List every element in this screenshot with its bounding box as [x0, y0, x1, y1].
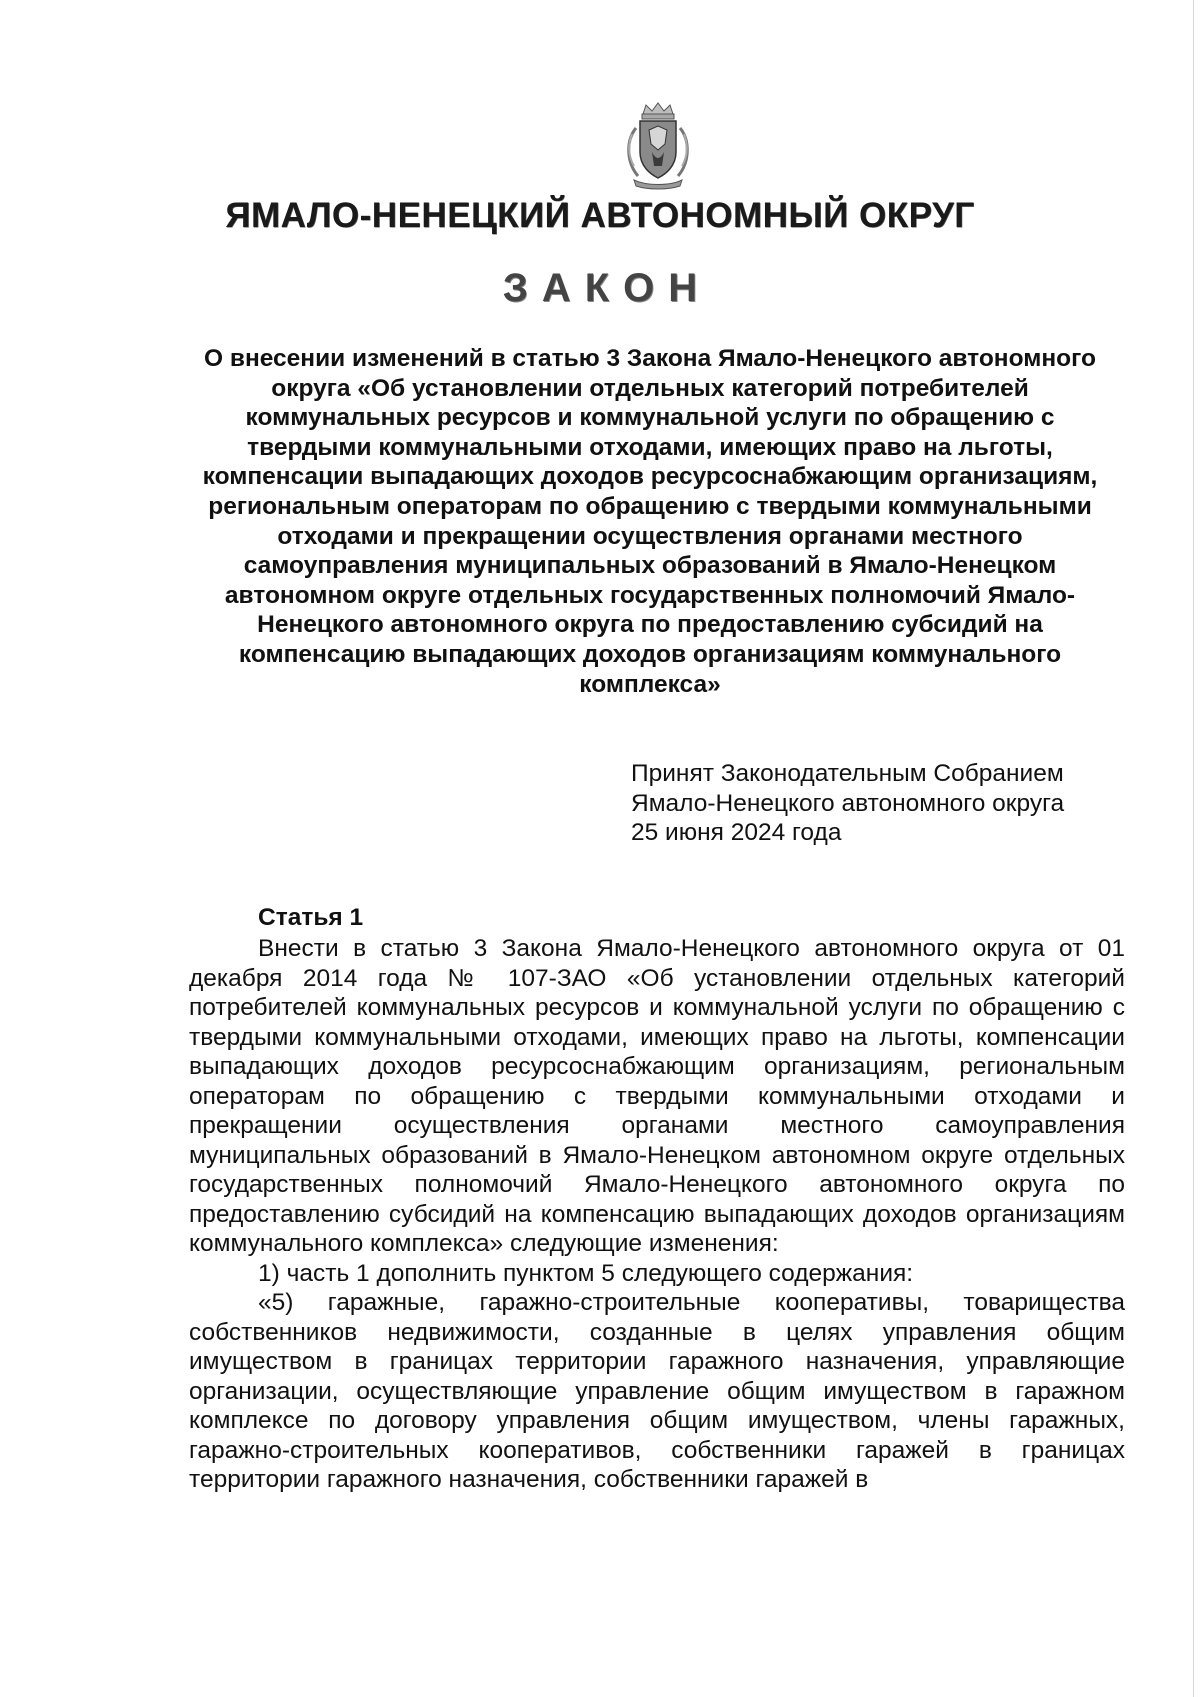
region-title: ЯМАЛО-НЕНЕЦКИЙ АВТОНОМНЫЙ ОКРУГ [225, 196, 975, 235]
article-body [189, 934, 1125, 1495]
page-edge [1193, 0, 1194, 1697]
adoption-line: Ямало-Ненецкого автономного округа [631, 789, 1065, 817]
article-paragraph: 1) часть 1 дополнить пунктом 5 следующего содержания: [258, 1259, 914, 1287]
coat-of-arms-icon [616, 100, 700, 190]
adoption-date: 25 июня 2024 года [631, 819, 842, 846]
law-title: О внесении изменений в статью 3 Закона Ямало-Ненецкого автономного округа «Об установлении отдельных категорий потребителей коммунальных ресурсов и коммунальной услуги по обращению с твердыми коммунальными отходами, имеющих право на льготы, компенсации выпадающих доходов ресурсоснабжающим организациям, региональным операторам по обращению с твердыми коммунальными отходами и прекращении осуществления органами местного самоуправления муниципальных образований в Ямало-Ненецком автономном округе отдельных государственных полномочий Ямало-Ненецкого автономного округа по предоставлению субсидий на компенсацию выпадающих доходов организациям коммунального комплекса» [202, 345, 1098, 698]
article-heading: Статья 1 [258, 904, 364, 931]
adoption-block [631, 759, 1151, 848]
article-paragraph: «5) гаражные, гаражно-строительные кооперативы, товарищества собственников недвижимости, созданные в целях управления общим имуществом в границах территории гаражного назначения, управляющие организации, осуществляющие управление общим имуществом в гаражном комплексе по договору управления общим имуществом, члены гаражных, гаражно-строительных кооперативов, собственники гаражей в границах территории гаражного назначения, собственники гаражей в [189, 1289, 1125, 1493]
adoption-line: Принят Законодательным Собранием [631, 760, 1064, 787]
document-type-title: ЗАКОН [502, 266, 712, 310]
article-paragraph: Внести в статью 3 Закона Ямало-Ненецкого автономного округа от 01 декабря 2014 года № 107-ЗАО «Об установлении отдельных категорий потребителей коммунальных ресурсов и коммунальной услуги по обращению с твердыми коммунальными отходами, имеющих право на льготы, компенсации выпадающих доходов ресурсоснабжающим организациям, региональным операторам по обращению с твердыми коммунальными отходами и прекращении осуществления органами местного самоуправления муниципальных образований в Ямало-Ненецком автономном округе отдельных государственных полномочий Ямало-Ненецкого автономного округа по предоставлению субсидий на компенсацию выпадающих доходов организациям коммунального комплекса» следующие изменения: [189, 935, 1125, 1257]
